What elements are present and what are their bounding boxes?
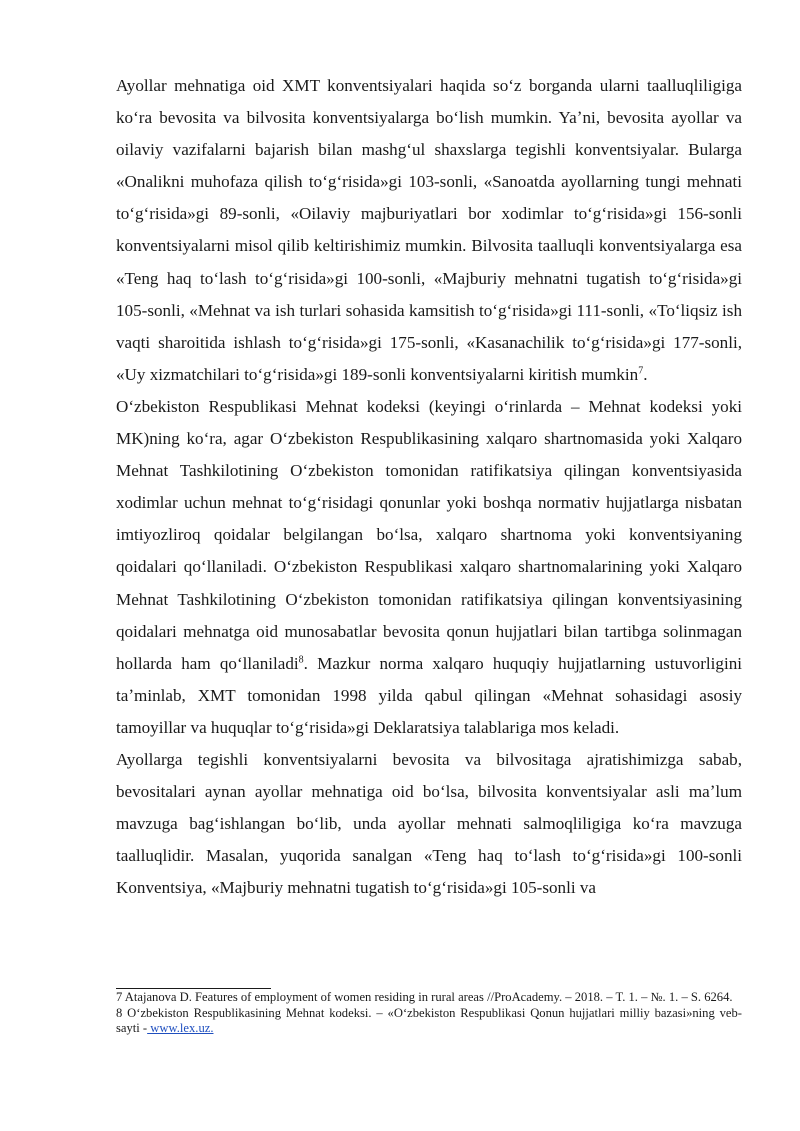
paragraph-1-text: Ayollar mehnatiga oid XMT konventsiyalari haqida soʻz borganda ularni taalluqliligiga koʻra bevosita va bilvosita konventsiyalarga boʻlish mumkin. Yaʼni, bevosita ayollar va oilaviy vazifalarni bajarish bilan mashgʻul shaxslarga tegishli konventsiyalar. Bularga «Onalikni muhofaza qilish toʻgʻrisida»gi 103-sonli, «Sanoatda ayollarning tungi mehnati toʻgʻrisida»gi 89-sonli, «Oilaviy majburiyatlari bor xodimlar toʻgʻrisida»gi 156-sonli konventsiyalarni misol qilib keltirishimiz mumkin. Bilvosita taalluqli konventsiyalarga esa «Teng haq toʻlash toʻgʻrisida»gi 100-sonli, «Majburiy mehnatni tugatish toʻgʻrisida»gi 105-sonli, «Mehnat va ish turlari sohasida kamsitish toʻgʻrisida»gi 111-sonli, «Toʻliqsiz ish vaqti sharoitida ishlash toʻgʻrisida»gi 175-sonli, «Kasanachilik toʻgʻrisida»gi 177-sonli, «Uy xizmatchilari toʻgʻrisida»gi 189-sonli konventsiyalarni kiritish mumkin [116, 76, 742, 384]
paragraph-2-text: Oʻzbekiston Respublikasi Mehnat kodeksi (keyingi oʻrinlarda – Mehnat kodeksi yoki MK)ning koʻra, agar Oʻzbekiston Respublikasining xalqaro shartnomasida yoki Xalqaro Mehnat Tashkilotining Oʻzbekiston tomonidan ratifikatsiya qilingan konventsiyasida xodimlar uchun mehnat toʻgʻrisidagi qonunlar yoki boshqa normativ hujjatlarga nisbatan imtiyozliroq qoidalar belgilangan boʻlsa, xalqaro shartnoma yoki konventsiyaning qoidalari qoʻllaniladi. Oʻzbekiston Respublikasi xalqaro shartnomalarining yoki Xalqaro Mehnat Tashkilotining Oʻzbekiston tomonidan ratifikatsiya qilingan konventsiyasining qoidalari mehnatga oid munosabatlar bevosita qonun hujjatlari bilan tartibga solinmagan hollarda ham qoʻllaniladi [116, 396, 742, 673]
footnote-ref-7[interactable]: 7 [638, 365, 644, 377]
footnote-7 [116, 990, 742, 1006]
paragraph-2-tail: . Mazkur norma xalqaro huquqiy hujjatlarning ustuvorligini taʼminlab, XMT tomonidan 1998 yilda qabul qilingan «Mehnat sohasidagi asosiy tamoyillar va huquqlar toʻgʻrisida»gi Deklaratsiya talablariga mos keladi. [116, 653, 742, 737]
footnote-8-text: Oʻzbekiston Respublikasining Mehnat kodeksi. – «Oʻzbekiston Respublikasi Qonun hujjatlari milliy bazasi»ning veb-sayti - [116, 1005, 742, 1035]
footnotes [116, 990, 742, 1037]
footnote-8 [116, 1006, 742, 1037]
paragraph-3 [116, 744, 742, 904]
paragraph-3-text: Ayollarga tegishli konventsiyalarni bevosita va bilvositaga ajratishimizga sabab, bevositalari aynan ayollar mehnatiga oid boʻlsa, bilvosita konventsiyalar asli maʼlum mavzuga bagʻishlangan boʻlib, unda ayollar mehnati salmoqliligiga koʻra mavzuga taalluqlidir. Masalan, yuqorida sanalgan «Teng haq toʻlash toʻgʻrisida»gi 100-sonli Konventsiya, «Majburiy mehnatni tugatish toʻgʻrisida»gi 105-sonli va [116, 749, 742, 898]
footnote-7-number: 7 [116, 990, 123, 1004]
footnote-8-number: 8 [116, 1005, 123, 1020]
document-body [116, 70, 742, 904]
footnote-ref-8[interactable]: 8 [298, 654, 304, 665]
paragraph-2 [116, 391, 742, 744]
paragraph-1-tail: . [643, 364, 648, 384]
paragraph-1 [116, 70, 742, 391]
footnote-separator [116, 988, 271, 989]
footnote-7-text: Atajanova D. Features of employment of women residing in rural areas //ProAcademy. – 2018. – T. 1. – №. 1. – S. 6264. [124, 990, 733, 1004]
lex-uz-link[interactable]: www.lex.uz. [147, 1021, 214, 1035]
